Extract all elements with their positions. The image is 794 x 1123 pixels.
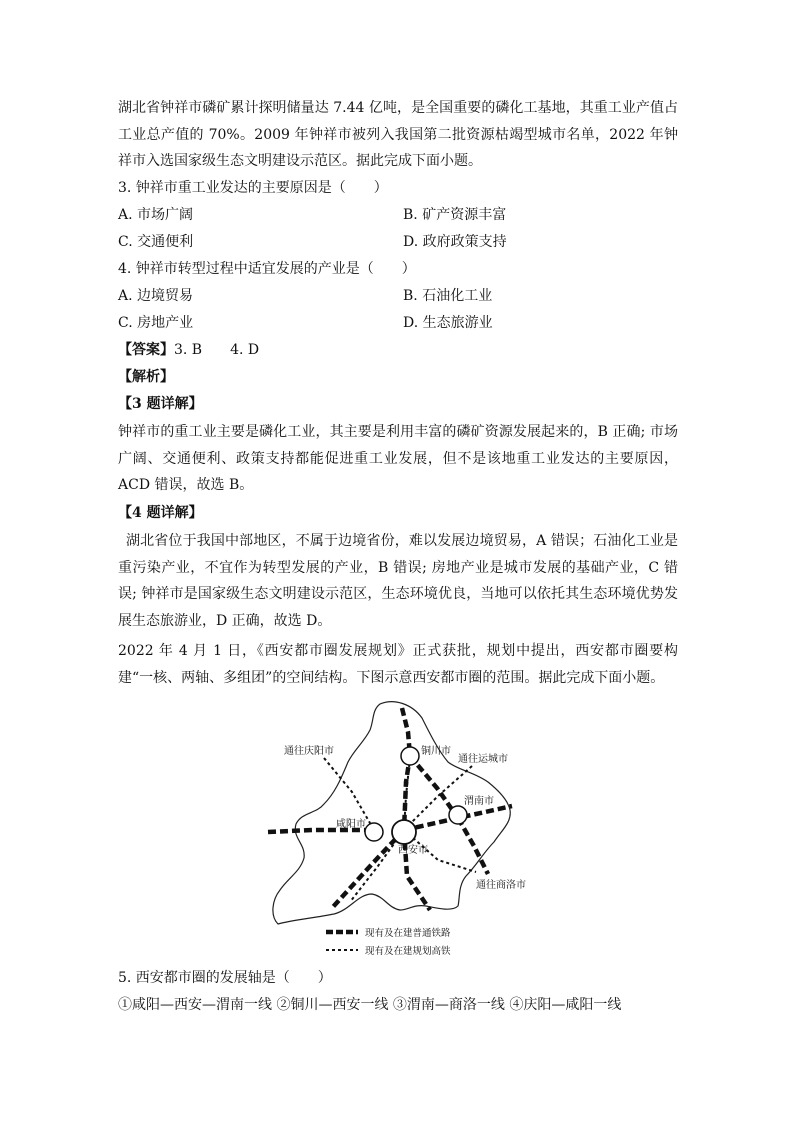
question-4-option-d: D. 生态旅游业 <box>403 315 493 331</box>
question-5-options: ①咸阳—西安—渭南一线 ②铜川—西安一线 ③渭南—商洛一线 ④庆阳—咸阳一线 <box>118 997 622 1013</box>
detail-3-text: 钟祥市的重工业主要是磷化工业，其主要是利用丰富的磷矿资源发展起来的，B 正确; 市场广阔、交通便利、政策支持都能促进重工业发展，但不是该地重工业发达的主要原因，ACD 错误，故选 B。 <box>118 424 678 493</box>
intro-paragraph-1: 湖北省钟祥市磷矿累计探明储量达 7.44 亿吨，是全国重要的磷化工基地，其重工业产值占工业总产值的 70%。2009 年钟祥市被列入我国第二批资源枯竭型城市名单，2022 年钟祥市入选国家级生态文明建设示范区。据此完成下面小题。 <box>118 100 678 169</box>
weinan-city-icon <box>449 806 467 824</box>
label-tongchuan: 铜川市 <box>421 746 451 757</box>
detail-4-text: 湖北省位于我国中部地区，不属于边境省份，难以发展边境贸易，A 错误；石油化工业是重污染产业，不宜作为转型发展的产业，B 错误; 房地产业是城市发展的基础产业，C 错误; 钟祥市是国家级生态文明建设示范区，生态环境优良，当地可以依托其生态环境优势发展生态旅游业，D 正确，故选 D。 <box>118 533 678 629</box>
label-to-qingyang: 通往庆阳市 <box>284 746 334 757</box>
label-to-yuncheng: 通往运城市 <box>458 754 508 765</box>
answer-line <box>118 340 259 360</box>
xian-metro-map <box>262 696 532 960</box>
question-3-option-c: C. 交通便利 <box>118 234 194 250</box>
label-xianyang: 咸阳市 <box>336 819 366 830</box>
xianyang-city-icon <box>365 823 383 841</box>
label-weinan: 渭南市 <box>464 796 494 807</box>
detail-3-label: 【3 题详解】 <box>118 396 203 412</box>
intro-paragraph-2: 2022 年 4 月 1 日，《西安都市圈发展规划》正式获批，规划中提出，西安都市圈要构建“一核、两轴、多组团”的空间结构。下图示意西安都市圈的范围。据此完成下面小题。 <box>118 643 678 686</box>
analysis-label: 【解析】 <box>118 369 174 385</box>
question-3-stem: 3. 钟祥市重工业发达的主要原因是（ ） <box>118 180 388 196</box>
question-3-option-b: B. 矿产资源丰富 <box>403 207 507 223</box>
answer-label: 【答案】 <box>118 342 174 358</box>
question-4-option-c: C. 房地产业 <box>118 315 194 331</box>
question-3-option-d: D. 政府政策支持 <box>403 234 507 250</box>
map-legend <box>326 927 451 957</box>
legend-hsr: 现有及在建规划高铁 <box>365 946 451 957</box>
rail-xianyang-west <box>268 830 372 832</box>
rail-xian-southwest <box>332 830 404 908</box>
xian-city-icon <box>392 820 416 844</box>
legend-rail: 现有及在建普通铁路 <box>365 928 451 939</box>
label-to-shangluo: 通往商洛市 <box>476 880 526 891</box>
rail-tongchuan-xian <box>402 708 410 830</box>
tongchuan-city-icon <box>401 747 419 765</box>
question-3-option-a: A. 市场广阔 <box>118 207 194 223</box>
question-5-stem: 5. 西安都市圈的发展轴是（ ） <box>118 970 332 986</box>
question-4-stem: 4. 钟祥市转型过程中适宜发展的产业是（ ） <box>118 261 416 277</box>
question-4-option-b: B. 石油化工业 <box>403 288 493 304</box>
detail-4-label: 【4 题详解】 <box>118 505 203 521</box>
rail-weinan-southeast <box>458 818 488 874</box>
label-xian: 西安市 <box>398 845 428 856</box>
answer-value: 3. B 4. D <box>174 342 260 358</box>
question-4-option-a: A. 边境贸易 <box>118 288 194 304</box>
